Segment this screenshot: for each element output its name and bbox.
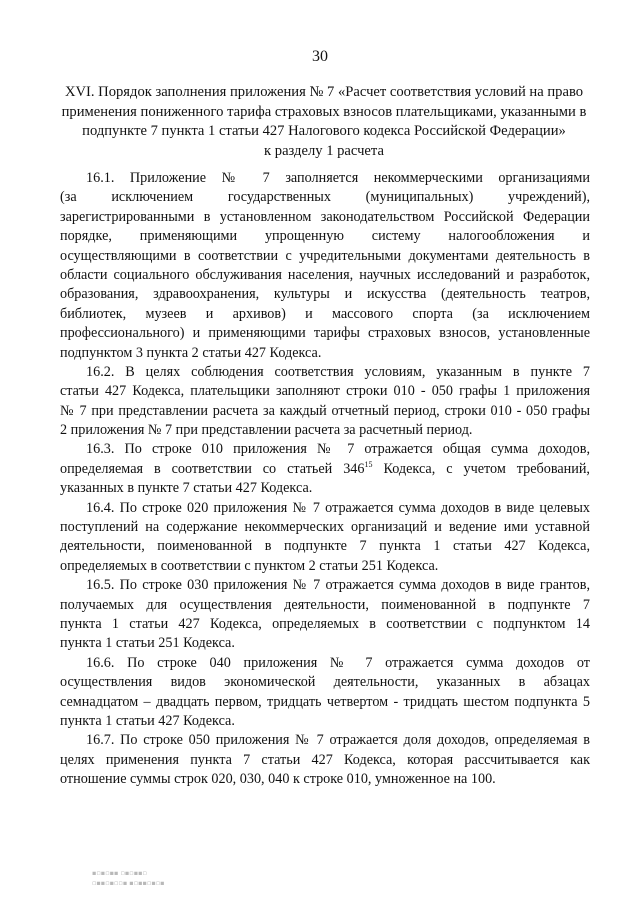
text-line: области социального обслуживания населения, научных исследований и разработок,: [60, 266, 590, 283]
text-line: 16.5. По строке 030 приложения № 7 отражается сумма доходов в виде грантов,: [86, 577, 590, 594]
paragraph-16-5: [60, 576, 590, 654]
title-line: применения пониженного тарифа страховых взносов плательщиками, указанными в: [61, 103, 587, 120]
paragraph-16-1: [60, 169, 590, 363]
text-line: 16.7. По строке 050 приложения № 7 отражается доля доходов, определяемая в: [86, 732, 590, 749]
text-line: указанных в пункте 7 статьи 427 Кодекса.: [60, 480, 313, 497]
paragraph-16-6: [60, 654, 590, 732]
text-line: зарегистрированными в установленном законодательством Российской Федерации: [60, 208, 590, 225]
text-line: поступлений на содержание некоммерческих организаций и ведение ими уставной: [60, 519, 590, 536]
text-line: 16.2. В целях соблюдения соответствия условиям, указанным в пункте 7: [86, 363, 590, 380]
text-line: семнадцатом – двадцать первом, тридцать четвертом - тридцать шестом подпункта 5: [60, 693, 590, 710]
text-line: образования, здравоохранения, культуры и искусства (деятельность театров,: [60, 286, 590, 303]
registration-stamp-mark: ▪▫▪▫▪▪ ▫▪▫▪▪▫: [92, 869, 147, 877]
text-line: 16.3. По строке 010 приложения № 7 отражается общая сумма доходов,: [86, 441, 590, 458]
text-line: 16.4. По строке 020 приложения № 7 отражается сумма доходов в виде целевых: [86, 499, 590, 516]
text-fragment: определяемая в соответствии со статьей 346: [60, 460, 365, 477]
text-line: определяемых в соответствии с пунктом 2 статьи 251 Кодекса.: [60, 557, 439, 574]
text-line: 16.1. Приложение № 7 заполняется некоммерческими организациями: [86, 170, 590, 186]
text-line: 2 приложения № 7 при представлении расчета за расчетный период.: [60, 422, 473, 439]
text-line: отношение суммы строк 020, 030, 040 к строке 010, умноженное на 100.: [60, 771, 496, 788]
superscript: 15: [364, 459, 373, 469]
text-line: пункта 1 статьи 251 Кодекса.: [60, 635, 235, 652]
registration-stamp-mark: ▫▪▪▫▪▫▫▪ ▪▫▪▪▫▪▫▪: [92, 879, 165, 887]
title-line: к разделу 1 расчета: [264, 142, 384, 159]
text-line: [60, 460, 590, 479]
text-line: пункта 1 статьи 427 Кодекса, определяемых в соответствии с подпунктом 14: [60, 615, 590, 632]
text-line: осуществления видов экономической деятельности, указанных в абзацах: [60, 674, 590, 691]
paragraph-16-4: [60, 499, 590, 577]
text-line: 16.6. По строке 040 приложения № 7 отражается сумма доходов от: [86, 654, 590, 671]
text-line: деятельности, поименованной в подпункте 7 пункта 1 статьи 427 Кодекса,: [60, 538, 590, 555]
page-number: 30: [312, 48, 328, 65]
text-line: пункта 1 статьи 427 Кодекса.: [60, 712, 235, 729]
title-line: подпункте 7 пункта 1 статьи 427 Налогового кодекса Российской Федерации»: [82, 123, 566, 140]
text-line: (за исключением государственных (муниципальных) учреждений),: [60, 189, 590, 206]
text-line: профессионального) и применяющими тарифы страховых взносов, установленные: [60, 325, 590, 342]
text-line: порядке, применяющими упрощенную систему налогообложения и: [60, 228, 590, 245]
text-line: № 7 при представлении расчета за каждый отчетный период, строки 010 - 050 графы: [60, 402, 590, 419]
paragraph-16-7: [60, 731, 590, 789]
text-line: подпунктом 3 пункта 2 статьи 427 Кодекса.: [60, 344, 322, 361]
document-body: [60, 169, 590, 790]
paragraph-16-2: [60, 363, 590, 441]
paragraph-16-3: [60, 440, 590, 498]
text-line: осуществляющими в соответствии с учредительными документами деятельность в: [60, 247, 590, 264]
title-line: XVI. Порядок заполнения приложения № 7 «Расчет соответствия условий на право: [64, 84, 584, 100]
text-line: получаемых для осуществления деятельности, поименованной в подпункте 7: [60, 596, 590, 613]
text-line: статьи 427 Кодекса, плательщики заполняют строки 010 - 050 графы 1 приложения: [60, 383, 590, 400]
text-line: целях применения пункта 7 статьи 427 Кодекса, которая рассчитывается как: [60, 751, 590, 768]
text-fragment: Кодекса, с учетом требований,: [372, 460, 590, 477]
text-line: библиотек, музеев и архивов) и массового спорта (за исключением: [60, 305, 590, 322]
section-title: [60, 83, 588, 161]
